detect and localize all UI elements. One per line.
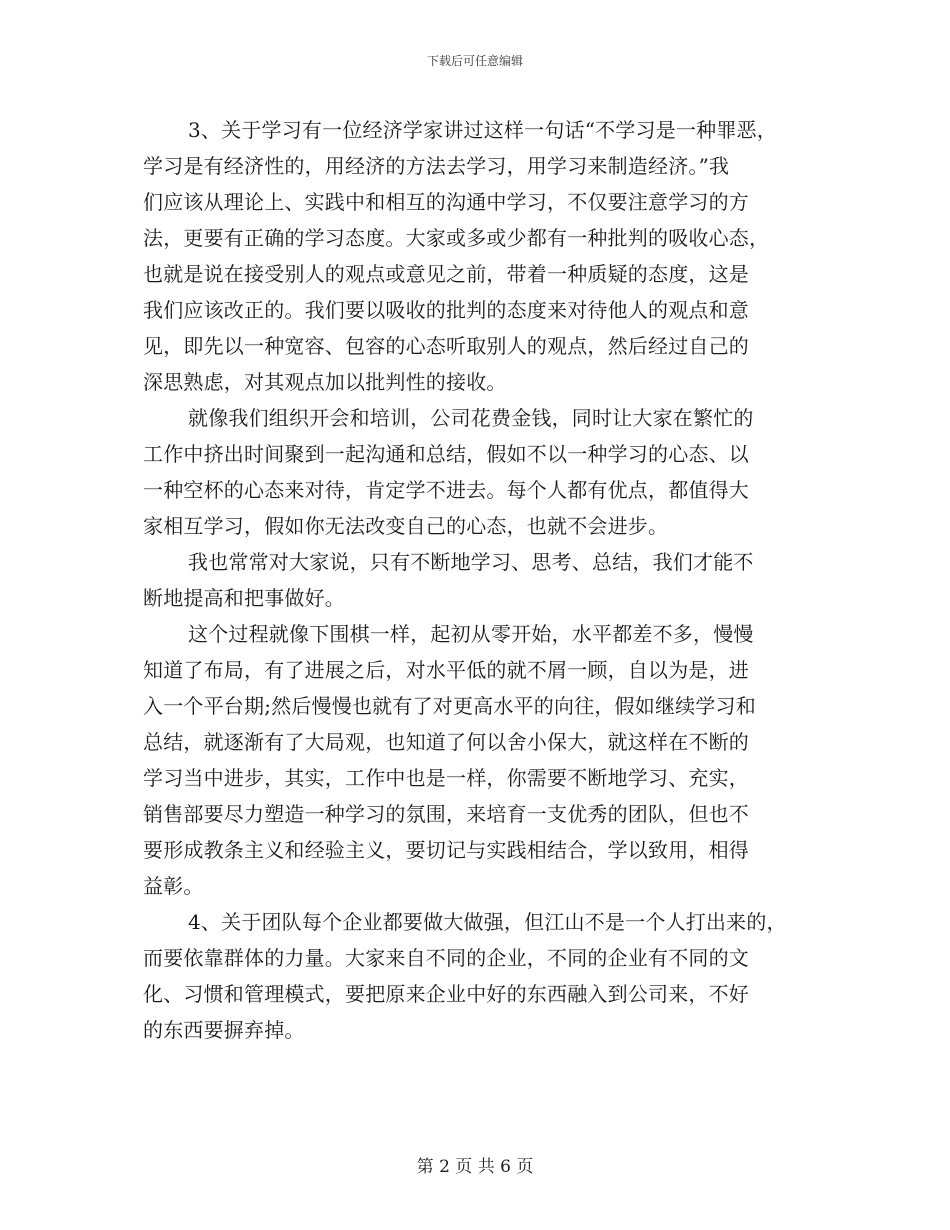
text-line: 知道了布局，有了进展之后，对水平低的就不屑一顾，自以为是，进 xyxy=(143,658,749,682)
text-line: 就像我们组织开会和培训，公司花费金钱，同时让大家在繁忙的 xyxy=(188,406,754,430)
text-line: 益彰。 xyxy=(143,874,204,898)
text-line: 化、习惯和管理模式，要把原来企业中好的东西融入到公司来，不好 xyxy=(143,982,749,1006)
document-body xyxy=(143,112,808,1048)
text-line: 要形成教条主义和经验主义，要切记与实践相结合，学以致用，相得 xyxy=(143,838,749,862)
text-line: 法，更要有正确的学习态度。大家或多或少都有一种批判的吸收心态， xyxy=(143,226,770,250)
text-line: 们应该从理论上、实践中和相互的沟通中学习，不仅要注意学习的方 xyxy=(143,190,749,214)
text-line: 我们应该改正的。我们要以吸收的批判的态度来对待他人的观点和意 xyxy=(143,298,749,322)
page-header: 下载后可任意编辑 xyxy=(426,54,523,68)
text-line: 4、关于团队每个企业都要做大做强，但江山不是一个人打出来的， xyxy=(188,910,787,934)
text-line: 销售部要尽力塑造一种学习的氛围，来培育一支优秀的团队，但也不 xyxy=(143,802,749,826)
text-line: 学习当中进步，其实，工作中也是一样，你需要不断地学习、充实， xyxy=(143,766,749,790)
page-footer: 第 2 页 共 6 页 xyxy=(416,1157,534,1177)
text-line: 的东西要摒弃掉。 xyxy=(143,1018,305,1042)
paragraph xyxy=(143,904,808,1048)
text-line: 深思熟虑，对其观点加以批判性的接收。 xyxy=(143,370,507,394)
text-line: 学习是有经济性的，用经济的方法去学习，用学习来制造经济。”我 xyxy=(143,154,730,178)
text-line: 而要依靠群体的力量。大家来自不同的企业，不同的企业有不同的文 xyxy=(143,946,749,970)
text-line: 3、关于学习有一位经济学家讲过这样一句话“不学习是一种罪恶， xyxy=(188,118,777,142)
paragraph xyxy=(143,544,808,616)
text-line: 家相互学习，假如你无法改变自己的心态，也就不会进步。 xyxy=(143,514,669,538)
paragraph xyxy=(143,400,808,544)
text-line: 工作中挤出时间聚到一起沟通和总结，假如不以一种学习的心态、以 xyxy=(143,442,749,466)
text-line: 入一个平台期;然后慢慢也就有了对更高水平的向往，假如继续学习和 xyxy=(143,694,756,718)
text-line: 总结，就逐渐有了大局观，也知道了何以舍小保大，就这样在不断的 xyxy=(143,730,749,754)
text-line: 断地提高和把事做好。 xyxy=(143,586,345,610)
text-line: 这个过程就像下围棋一样，起初从零开始，水平都差不多，慢慢 xyxy=(188,622,754,646)
text-line: 我也常常对大家说，只有不断地学习、思考、总结，我们才能不 xyxy=(188,550,754,574)
paragraph xyxy=(143,112,808,400)
text-line: 也就是说在接受别人的观点或意见之前，带着一种质疑的态度，这是 xyxy=(143,262,749,286)
text-line: 一种空杯的心态来对待，肯定学不进去。每个人都有优点，都值得大 xyxy=(143,478,749,502)
paragraph xyxy=(143,616,808,904)
text-line: 见，即先以一种宽容、包容的心态听取别人的观点，然后经过自己的 xyxy=(143,334,749,358)
